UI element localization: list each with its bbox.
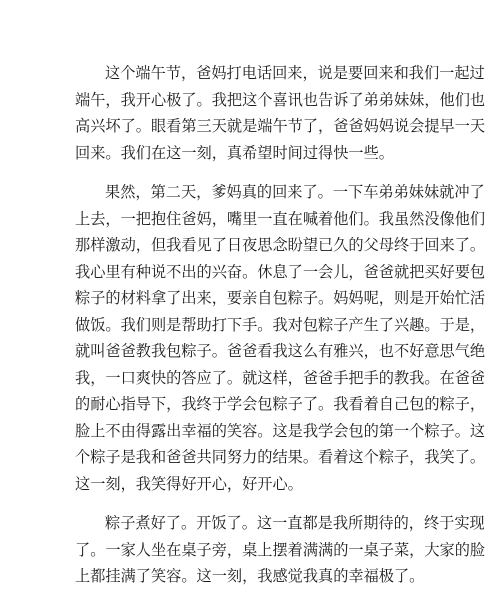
- paragraph-3: [75, 510, 486, 590]
- text-line: 脸上不由得露出幸福的笑容。这是我学会包的第一个粽子。这: [75, 421, 486, 440]
- text-line: 的耐心指导下，我终于学会包粽子了。我看着自己包的粽子，: [75, 395, 486, 413]
- paragraph-2: [75, 179, 486, 497]
- text-line: 这一刻，我笑得好开心，好开心。: [75, 474, 303, 493]
- paragraph-1: [75, 60, 486, 166]
- text-line: 做饭。我们则是帮助打下手。我对包粽子产生了兴趣。于是，: [75, 315, 486, 334]
- text-line: 我心里有种说不出的兴奋。休息了一会儿，爸爸就把买好要包: [75, 262, 486, 281]
- text-line: 回来。我们在这一刻，真希望时间过得快一些。: [75, 143, 394, 162]
- text-line: 高兴坏了。眼看第三天就是端午节了，爸爸妈妈说会提早一天: [75, 117, 486, 135]
- essay-body: [75, 60, 486, 603]
- text-line: 上都挂满了笑容。这一刻，我感觉我真的幸福极了。: [75, 567, 425, 585]
- text-line: 个粽子是我和爸爸共同努力的结果。看着这个粽子，我笑了。: [75, 448, 486, 466]
- text-line: 上去，一把抱住爸妈，嘴里一直在喊着他们。我虽然没像他们: [75, 209, 486, 228]
- text-line: 端午，我开心极了。我把这个喜讯也告诉了弟弟妹妹，他们也: [75, 90, 486, 109]
- text-line: 粽子煮好了。开饭了。这一直都是我所期待的，终于实现: [105, 514, 485, 532]
- text-line: 粽子的材料拿了出来，要亲自包粽子。妈妈呢，则是开始忙活: [75, 289, 486, 307]
- text-line: 我，一口爽快的答应了。就这样，爸爸手把手的教我。在爸爸: [75, 368, 486, 387]
- text-line: 果然，第二天，爹妈真的回来了。一下车弟弟妹妹就冲了: [105, 183, 485, 201]
- text-line: 就叫爸爸教我包粽子。爸爸看我这么有雅兴，也不好意思气绝: [75, 342, 486, 360]
- text-line: 这个端午节，爸妈打电话回来，说是要回来和我们一起过: [105, 64, 485, 82]
- text-line: 了。一家人坐在桌子旁，桌上摆着满满的一桌子菜，大家的脸: [75, 540, 486, 559]
- text-line: 那样激动，但我看见了日夜思念盼望已久的父母终于回来了。: [75, 236, 486, 254]
